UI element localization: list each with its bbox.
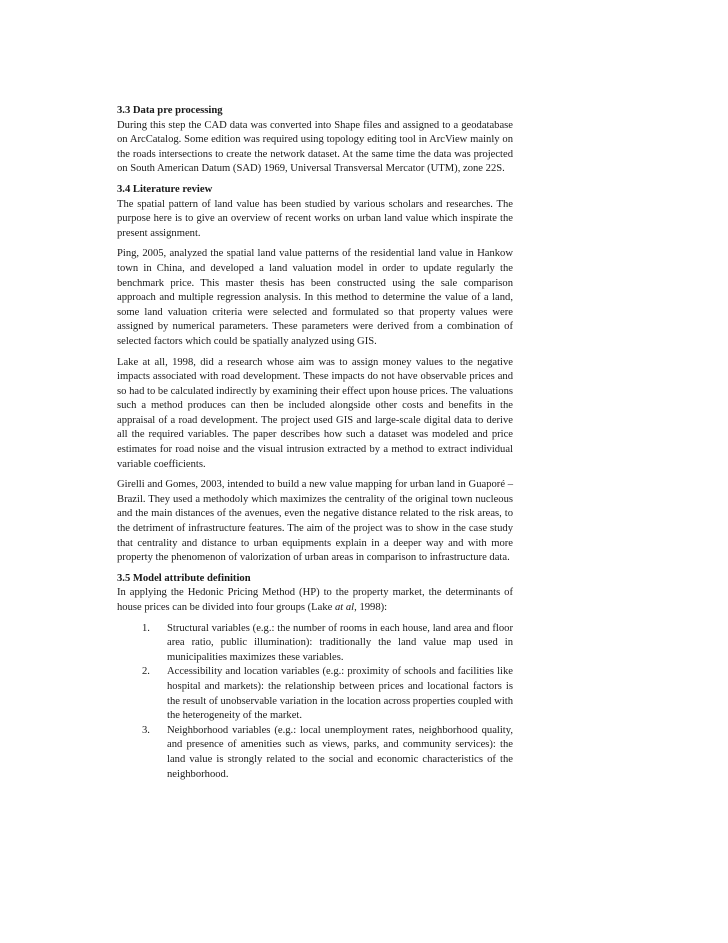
list-item-number: 3.	[142, 724, 150, 736]
section-model-attribute-definition	[117, 572, 513, 782]
section-literature-review	[117, 183, 513, 566]
document-page	[117, 104, 513, 788]
intro-text-after: , 1998):	[354, 602, 388, 613]
list-item-text: Neighborhood variables (e.g.: local unemployment rates, neighborhood quality, and presence of amenities such as views, parks, and community services): the land value is strongly related to the social and economic characteristics of the neighborhood.	[167, 724, 513, 780]
list-item-text: Structural variables (e.g.: the number of rooms in each house, land area and floor area ratio, public illumination): traditionally the land value map used in municipalities maximizes these variables.	[167, 622, 513, 663]
list-item-number: 1.	[142, 622, 150, 634]
paragraph: Girelli and Gomes, 2003, intended to build a new value mapping for urban land in Guaporé – Brazil. They used a methodoly which maximizes the centrality of the original town nucleous and the main distances of the avenues, even the negative distance related to the risk areas, to the detriment of infrastructure features. The aim of the project was to show in the case study that centrality and distance to urban equipments explain in a deeper way and with more property the phenomenon of valorization of urban areas in comparison to infrastructure data.	[117, 479, 513, 564]
intro-text-italic: at al	[335, 602, 355, 613]
list-item	[117, 724, 513, 782]
section-heading: 3.4 Literature review	[117, 183, 213, 195]
list-item-text: Accessibility and location variables (e.g.: proximity of schools and facilities like hospital and markets): the relationship between prices and locational factors is the result of unobservable variation in the location across properties coupled with the heterogeneity of the market.	[167, 666, 513, 722]
list-item	[117, 622, 513, 666]
list-item	[117, 665, 513, 723]
paragraph: The spatial pattern of land value has been studied by various scholars and researches. The purpose here is to give an overview of recent works on urban land value which inspirate the present assignment.	[117, 198, 513, 239]
list-item-number: 2.	[142, 666, 150, 678]
intro-paragraph	[117, 586, 513, 615]
paragraph: Lake at all, 1998, did a research whose aim was to assign money values to the negative impacts associated with road development. These impacts do not have observable prices and so had to be calculated indirectly by examining their effect upon house prices. The valuations such a method produces can then be included alongside other costs and benefits in the appraisal of a road development. The project used GIS and large-scale digital data to derive all the required variables. The paper describes how such a dataset was modeled and price estimates for road noise and the visual intrusion extracted by a method to extract individual variable coefficients.	[117, 356, 513, 470]
paragraph: During this step the CAD data was converted into Shape files and assigned to a geodatabase on ArcCatalog. Some edition was required using topology editing tool in ArcView mainly on the roads intersections to create the network dataset. At the same time the data was projected on South American Datum (SAD) 1969, Universal Transversal Mercator (UTM), zone 22S.	[117, 119, 513, 175]
determinants-list	[117, 622, 513, 783]
paragraph: Ping, 2005, analyzed the spatial land value patterns of the residential land value in Hankow town in China, and developed a land valuation model in order to update regularly the benchmark price. This master thesis has been constructed using the sale comparison approach and multiple regression analysis. In this method to determine the value of a land, some land valuation criteria were selected and formulated so that property values were assigned by numerical parameters. These parameters were derived from a combination of selected factors which could be spatially analyzed using GIS.	[117, 248, 513, 347]
intro-text-before: In applying the Hedonic Pricing Method (HP) to the property market, the determinants of house prices can be divided into four groups (Lake	[117, 587, 513, 613]
section-data-pre-processing	[117, 104, 513, 177]
section-heading: 3.3 Data pre processing	[117, 105, 223, 116]
section-heading: 3.5 Model attribute definition	[117, 572, 251, 584]
